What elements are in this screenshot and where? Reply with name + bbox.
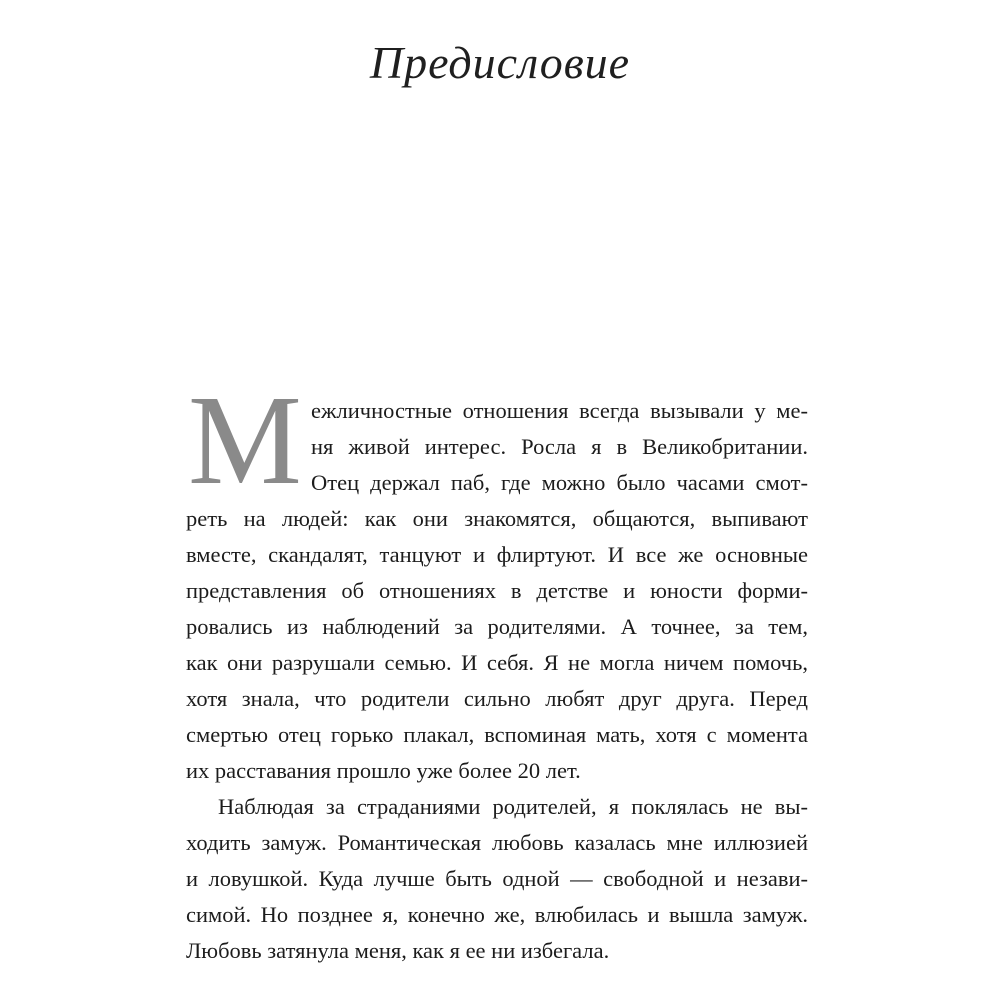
text-line: их расставания прошло уже более 20 лет.	[186, 758, 581, 783]
chapter-title: Предисловие	[369, 37, 631, 88]
text-line: ня живой интерес. Росла я в Великобритании.	[311, 434, 808, 459]
text-line: как они разрушали семью. И себя. Я не могла ничем помочь,	[186, 650, 808, 675]
text-line: хотя знала, что родители сильно любят друг друга. Перед	[186, 686, 808, 711]
text-line: ходить замуж. Романтическая любовь казалась мне иллюзией	[186, 830, 808, 855]
text-line: ежличностные отношения всегда вызывали у ме-	[311, 398, 808, 423]
text-line: смертью отец горько плакал, вспоминая мать, хотя с момента	[186, 722, 808, 747]
text-line: ровались из наблюдений за родителями. А точнее, за тем,	[186, 614, 808, 639]
drop-cap: М	[188, 369, 302, 511]
text-line: симой. Но позднее я, конечно же, влюбилась и вышла замуж.	[186, 902, 808, 927]
text-line: Любовь затянула меня, как я ее ни избегала.	[186, 938, 610, 963]
text-line: представления об отношениях в детстве и юности форми-	[186, 578, 808, 603]
text-line: реть на людей: как они знакомятся, общаются, выпивают	[186, 506, 808, 531]
text-line: и ловушкой. Куда лучше быть одной — свободной и незави-	[186, 866, 808, 891]
text-line: вместе, скандалят, танцуют и флиртуют. И все же основные	[186, 542, 808, 567]
text-line: Отец держал паб, где можно было часами смот-	[311, 470, 808, 495]
text-line: Наблюдая за страданиями родителей, я поклялась не вы-	[218, 794, 808, 819]
